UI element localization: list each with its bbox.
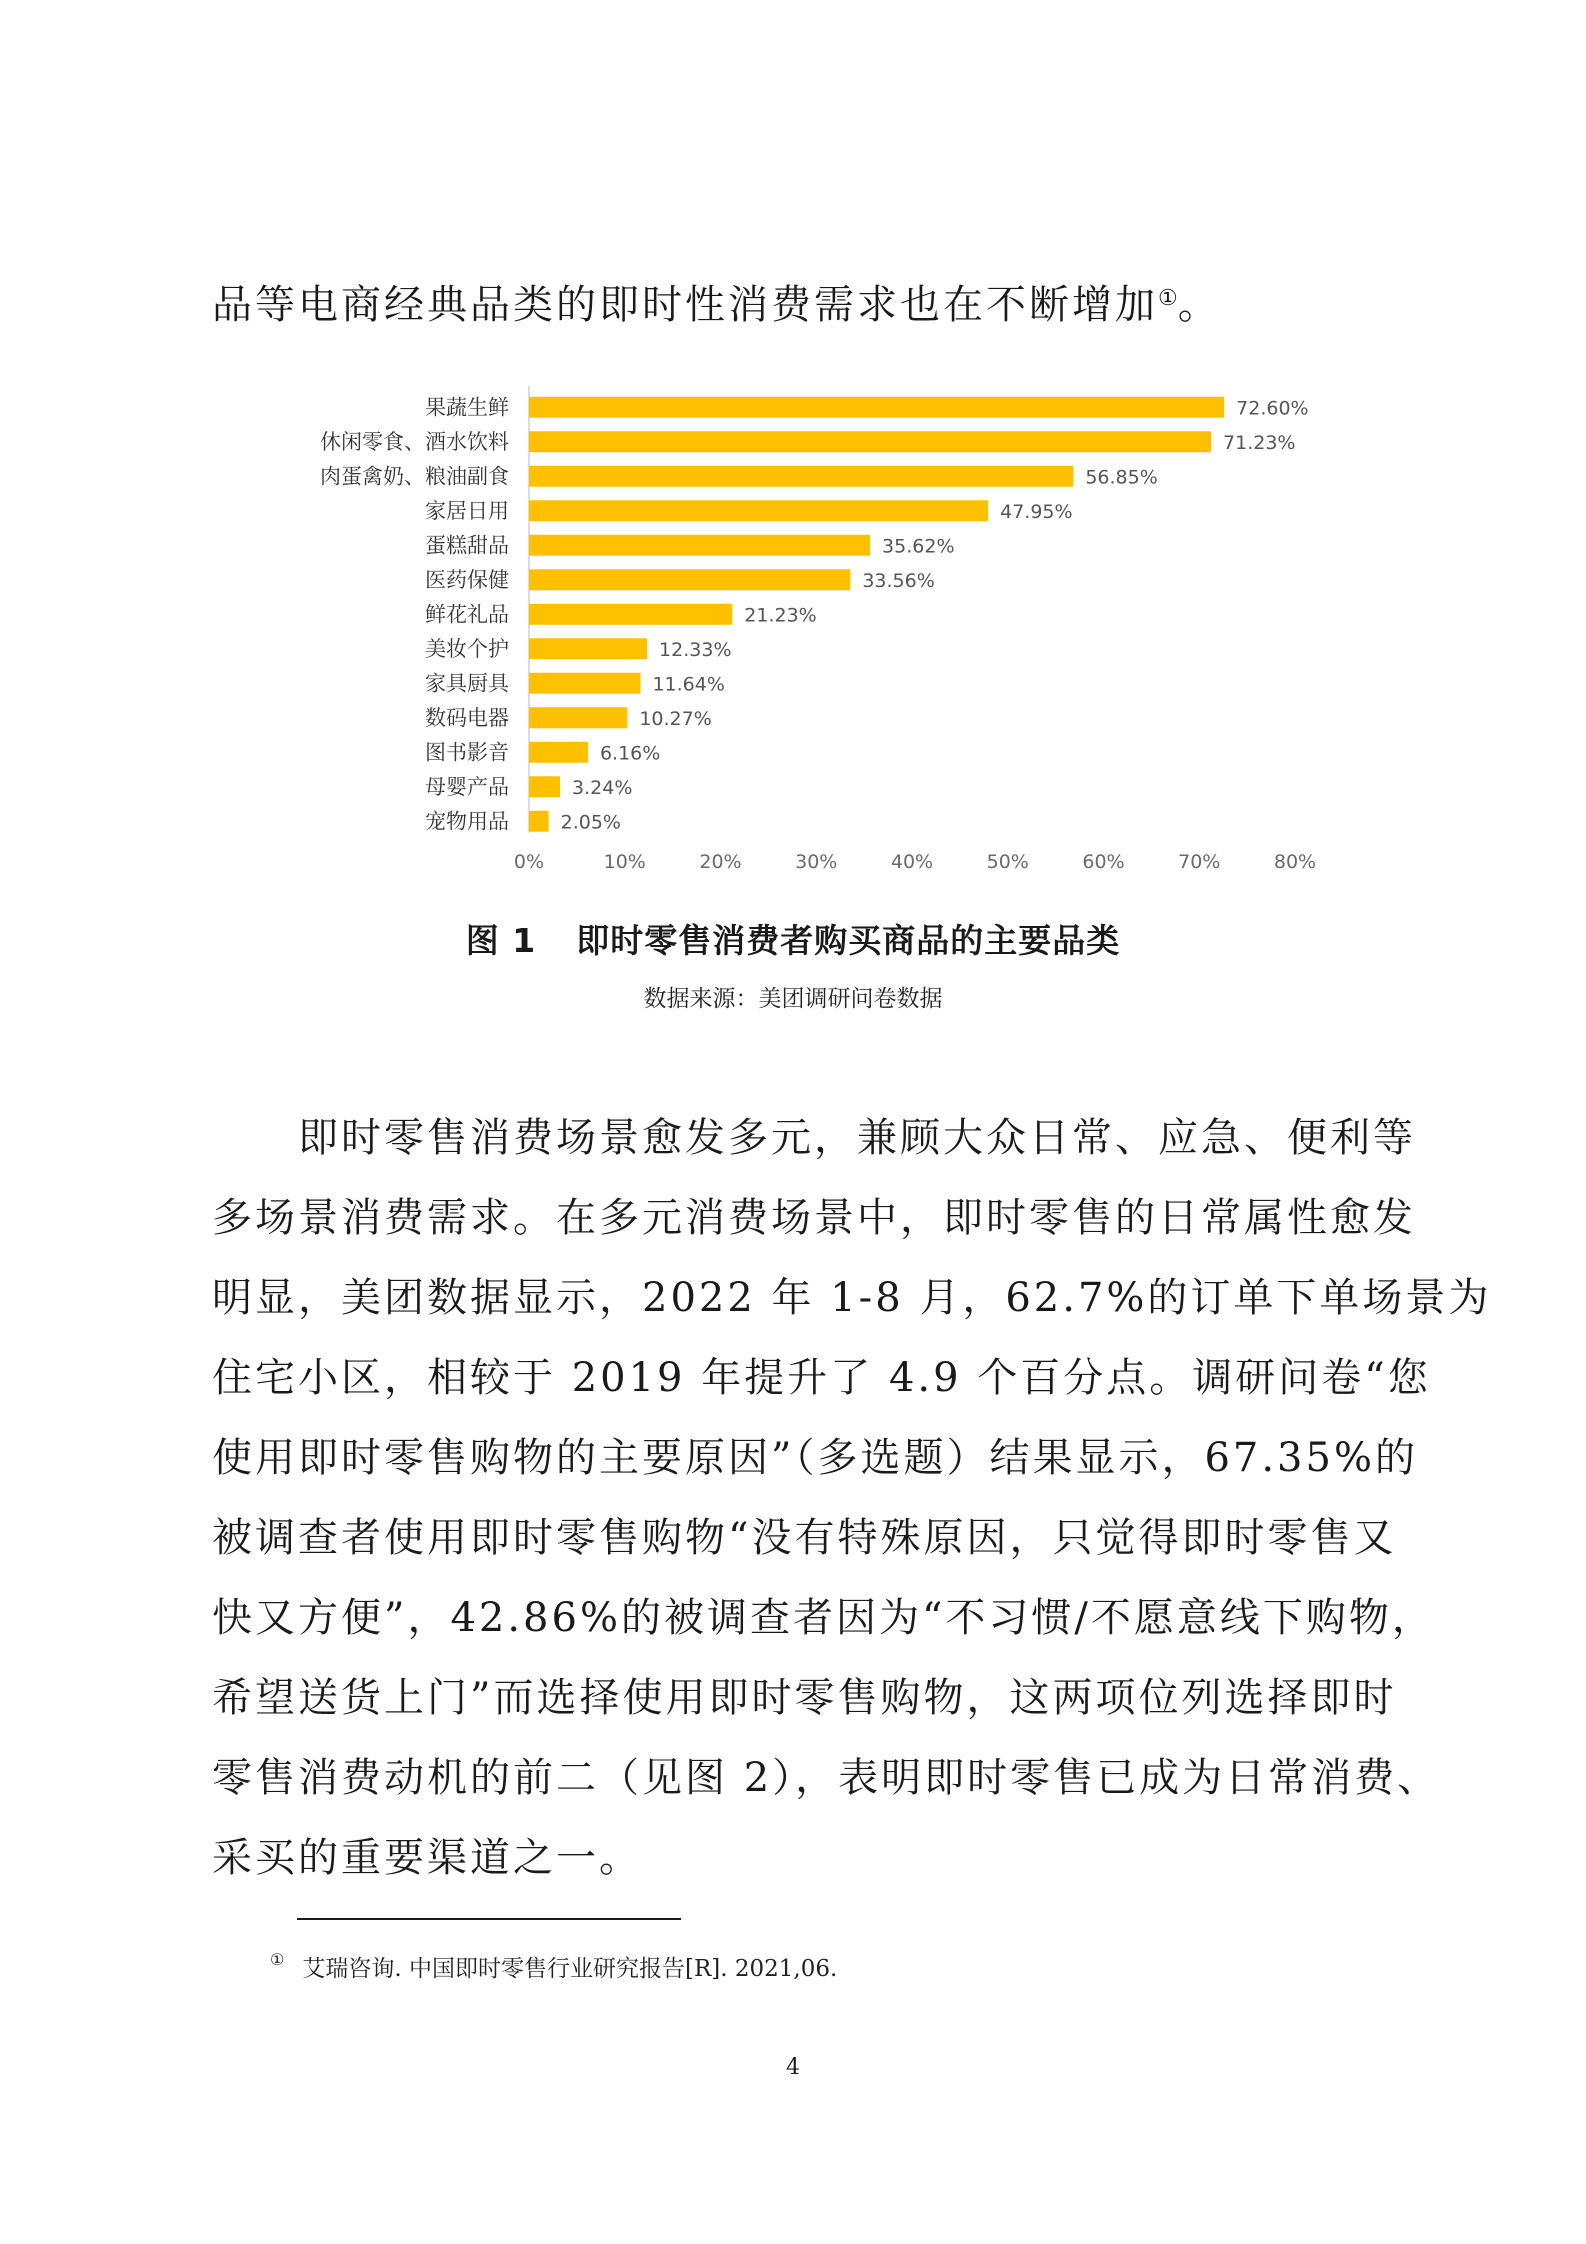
bar bbox=[529, 742, 588, 763]
bar-value-label: 2.05% bbox=[560, 811, 621, 834]
bar-value-label: 12.33% bbox=[659, 638, 732, 661]
category-label: 休闲零食、酒水饮料 bbox=[320, 429, 509, 454]
x-tick-label: 0% bbox=[513, 851, 545, 873]
bar-value-label: 3.24% bbox=[572, 776, 633, 799]
bar-value-label: 10.27% bbox=[639, 707, 712, 730]
bar bbox=[529, 535, 870, 556]
x-tick-label: 30% bbox=[795, 851, 838, 873]
x-tick-label: 20% bbox=[699, 851, 742, 873]
bar-value-label: 21.23% bbox=[744, 604, 817, 627]
figure-number: 图 1 bbox=[465, 921, 537, 960]
body-line: 使用即时零售购物的主要原因”（多选题）结果显示，67.35%的 bbox=[212, 1435, 1418, 1481]
x-tick-label: 80% bbox=[1273, 851, 1317, 873]
intro-period: 。 bbox=[1177, 282, 1221, 328]
category-label: 果蔬生鲜 bbox=[425, 395, 509, 420]
bar-value-label: 6.16% bbox=[599, 742, 661, 765]
x-tick-label: 50% bbox=[986, 851, 1029, 873]
category-label: 美妆个护 bbox=[425, 636, 509, 661]
bar bbox=[529, 707, 627, 728]
bar-value-label: 33.56% bbox=[862, 569, 935, 592]
body-line: 快又方便”，42.86%的被调查者因为“不习惯/不愿意线下购物， bbox=[212, 1595, 1435, 1641]
bar bbox=[529, 466, 1073, 487]
bar bbox=[529, 604, 732, 625]
category-label: 家居日用 bbox=[425, 498, 509, 523]
bar bbox=[529, 431, 1211, 452]
body-line: 明显，美团数据显示，2022 年 1-8 月，62.7%的订单下单场景为 bbox=[212, 1275, 1492, 1321]
category-axis bbox=[320, 386, 529, 833]
footnote-mark: ① bbox=[270, 1950, 285, 1969]
body-line: 住宅小区，相较于 2019 年提升了 4.9 个百分点。调研问卷“您 bbox=[212, 1355, 1431, 1401]
body-line: 被调查者使用即时零售购物“没有特殊原因，只觉得即时零售又 bbox=[212, 1515, 1397, 1561]
bar-value-label: 11.64% bbox=[652, 673, 725, 696]
category-label: 家具厨具 bbox=[425, 671, 509, 696]
bar-value-label: 35.62% bbox=[882, 535, 955, 558]
footnote-divider bbox=[297, 1918, 681, 1920]
category-label: 医药保健 bbox=[425, 567, 509, 592]
footnote-text: 艾瑞咨询. 中国即时零售行业研究报告[R]. 2021,06. bbox=[302, 1956, 838, 1982]
x-tick-label: 10% bbox=[603, 851, 646, 873]
bar-value-label: 47.95% bbox=[1000, 500, 1073, 523]
body-line: 多场景消费需求。在多元消费场景中，即时零售的日常属性愈发 bbox=[212, 1195, 1416, 1241]
bar-value-label: 71.23% bbox=[1223, 431, 1296, 454]
intro-text: 品等电商经典品类的即时性消费需求也在不断增加 bbox=[212, 282, 1158, 328]
body-line: 即时零售消费场景愈发多元，兼顾大众日常、应急、便利等 bbox=[212, 1115, 1416, 1161]
bar bbox=[529, 811, 549, 832]
category-label: 宠物用品 bbox=[425, 809, 509, 834]
bar-value-label: 72.60% bbox=[1236, 397, 1309, 420]
bar bbox=[529, 500, 988, 521]
x-tick-label: 60% bbox=[1082, 851, 1125, 873]
category-label: 母婴产品 bbox=[425, 774, 509, 799]
footnote-reference[interactable]: ① bbox=[1158, 286, 1178, 311]
body-paragraph bbox=[212, 1098, 1492, 1898]
category-label: 数码电器 bbox=[425, 705, 509, 730]
category-label: 鲜花礼品 bbox=[425, 602, 509, 627]
figure-source: 数据来源：美团调研问卷数据 bbox=[643, 986, 943, 1012]
x-axis-ticks bbox=[514, 851, 1316, 873]
body-line: 采买的重要渠道之一。 bbox=[212, 1835, 642, 1881]
bar-series bbox=[529, 397, 1309, 834]
bar bbox=[529, 569, 850, 590]
figure-caption bbox=[0, 915, 1586, 962]
bar-value-label: 56.85% bbox=[1085, 466, 1158, 489]
bar bbox=[529, 673, 640, 694]
x-tick-label: 40% bbox=[890, 851, 934, 873]
body-line: 希望送货上门”而选择使用即时零售购物，这两项位列选择即时 bbox=[212, 1675, 1397, 1721]
bar-chart bbox=[0, 0, 1586, 880]
bar bbox=[529, 638, 647, 659]
category-label: 肉蛋禽奶、粮油副食 bbox=[320, 464, 509, 489]
category-label: 图书影音 bbox=[425, 740, 509, 765]
body-line: 零售消费动机的前二（见图 2），表明即时零售已成为日常消费、 bbox=[212, 1755, 1441, 1801]
footnote bbox=[270, 1950, 837, 1983]
figure-title: 即时零售消费者购买商品的主要品类 bbox=[576, 921, 1121, 960]
x-tick-label: 70% bbox=[1178, 851, 1221, 873]
page-number: 4 bbox=[786, 2055, 800, 2080]
category-label: 蛋糕甜品 bbox=[425, 533, 509, 558]
bar bbox=[529, 776, 560, 797]
bar bbox=[529, 397, 1224, 418]
